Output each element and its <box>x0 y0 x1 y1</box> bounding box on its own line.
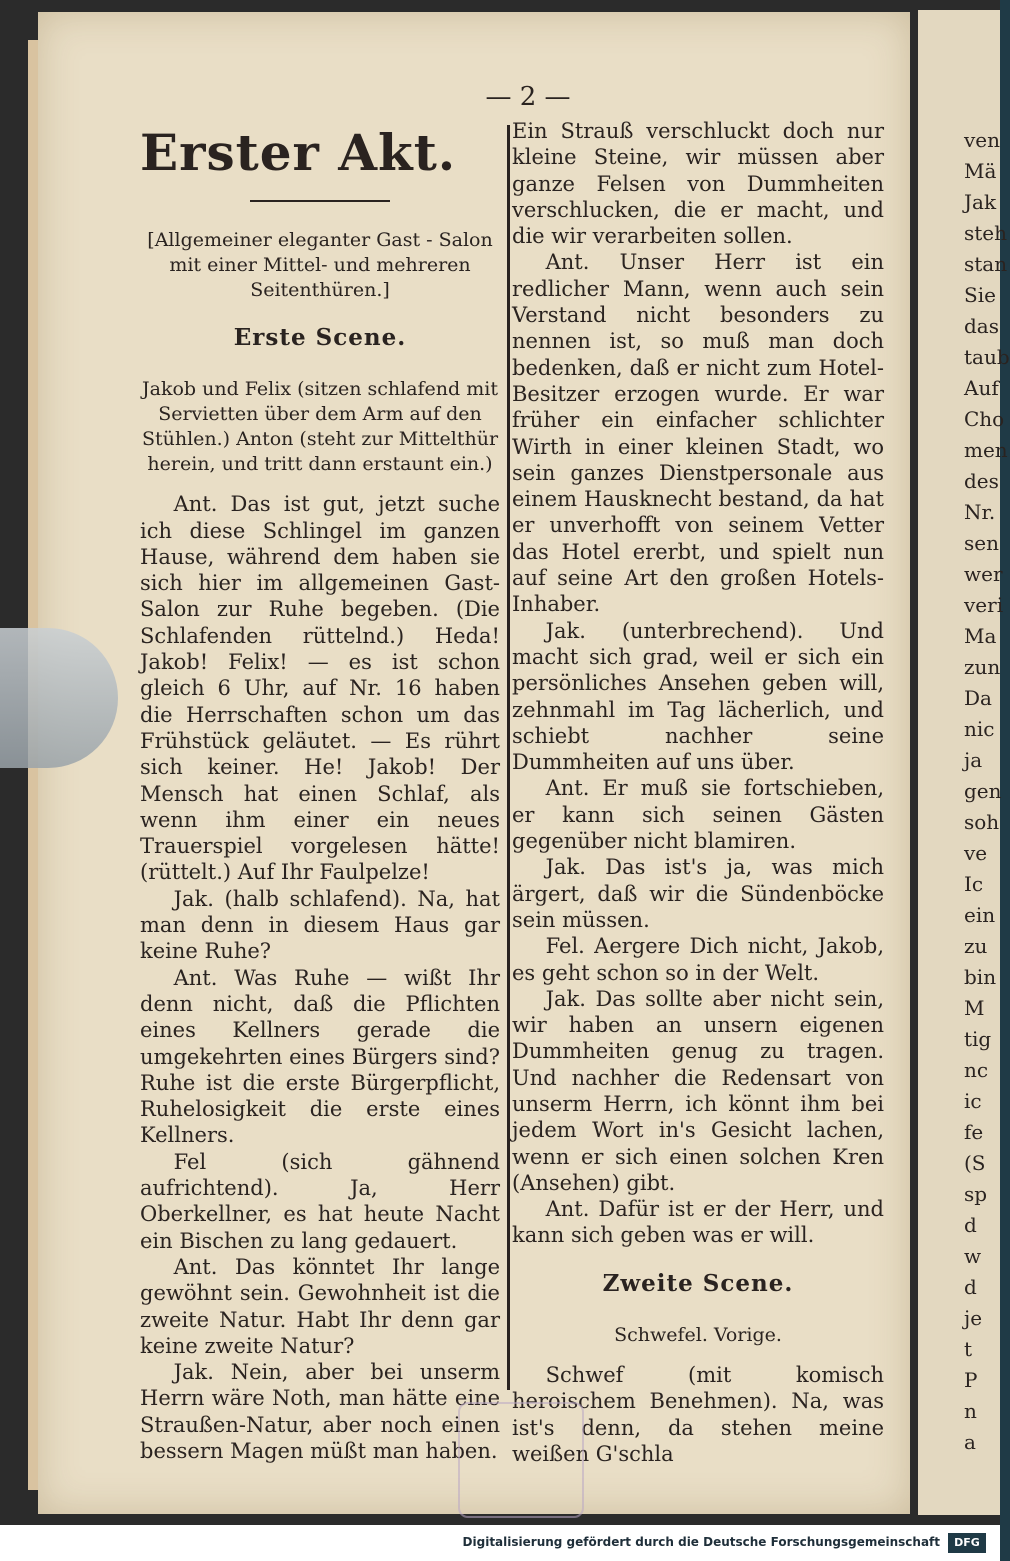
next-page-fragment: Auf <box>964 376 999 400</box>
dialogue-paragraph: Ant. Dafür ist er der Herr, und kann sich geben was er will. <box>512 1197 884 1248</box>
next-page-fragment: Da <box>964 686 992 710</box>
next-page-fragment: nic <box>964 717 995 741</box>
next-page-fragment: a <box>964 1430 976 1454</box>
next-page-fragment: fe <box>964 1120 984 1144</box>
dialogue-paragraph: Jak. (halb schlafend). Na, hat man denn in diesem Haus gar keine Ruhe? <box>140 886 500 964</box>
next-page-edge <box>918 10 1010 1515</box>
next-page-fragment: nc <box>964 1058 989 1082</box>
next-page-fragment: steh <box>964 221 1008 245</box>
dfg-logo: DFG <box>948 1533 986 1553</box>
next-page-fragment: bin <box>964 965 997 989</box>
next-page-fragment: d <box>964 1213 977 1237</box>
dialogue-paragraph: Ein Strauß verschluckt doch nur kleine Steine, wir müssen aber ganze Felsen von Dummheiten verschlucken, die er macht, und die wir verarbeiten sollen. <box>512 119 884 249</box>
next-page-fragment: Sie <box>964 283 996 307</box>
next-page-fragment: n <box>964 1399 977 1423</box>
dialogue-paragraph: Ant. Unser Herr ist ein redlicher Mann, wenn auch sein Verstand nicht besonders zu nennen ist, so muß man doch bedenken, daß er nicht zum Hotel-Besitzer erzogen wurde. Er war früher ein einfacher schlichter Wirth in einer kleinen Stadt, wo sein ganzes Dienstpersonale aus einem Hausknecht bestand, da hat er unverhofft von seinem Vetter das Hotel ererbt, und spielt nun auf seine Art den großen Hotels-Inhaber. <box>512 250 884 617</box>
next-page-fragment: Cho <box>964 407 1005 431</box>
next-page-fragment: zu <box>964 934 988 958</box>
next-page-fragment: des <box>964 469 999 493</box>
next-page-fragment: M <box>964 996 985 1020</box>
next-page-fragment: P <box>964 1368 978 1392</box>
next-page-fragment: t <box>964 1337 973 1361</box>
dialogue-paragraph: Jak. (unterbrechend). Und macht sich grad, weil er sich ein persönliches Ansehen geben will, zehnmahl im Tag lächerlich, und schiebt nachher seine Dummheiten auf uns über. <box>512 618 884 775</box>
scene-intro: Jakob und Felix (sitzen schlafend mit Servietten über dem Arm auf den Stühlen.) Anton (steht zur Mittelthür herein, und tritt dann erstaunt ein.) <box>141 378 499 476</box>
scene-title-2: Zweite Scene. <box>602 1269 794 1297</box>
dialogue-paragraph: Schwef (mit komisch heroischem Benehmen). Na, was ist's denn, da stehen meine weißen G'schla <box>512 1363 884 1466</box>
dialogue-paragraph: Fel (sich gähnend aufrichtend). Ja, Herr Oberkellner, es hat heute Nacht ein Bischen zu lang gedauert. <box>140 1149 500 1253</box>
column-divider <box>507 125 510 1390</box>
footer-bar <box>0 1525 1000 1561</box>
next-page-fragment: sp <box>964 1182 988 1206</box>
next-page-fragment: w <box>964 1244 982 1268</box>
dialogue-paragraph: Jak. Das sollte aber nicht sein, wir haben an unsern eigenen Dummheiten genug zu tragen. Und nachher die Redensart von unserm Herrn, ich könnt ihm bei jedem Wort in's Gesicht lachen, wenn er sich einen solchen Kren (Ansehen) gibt. <box>512 986 884 1195</box>
next-page-fragment: Jak <box>964 190 997 214</box>
next-page-fragment: das <box>964 314 999 338</box>
dialogue-paragraph: Jak. Nein, aber bei unserm Herrn wäre Noth, man hätte eine Straußen-Natur, aber noch einen bessern Magen müßt man haben. <box>140 1360 500 1463</box>
dialogue-paragraph: Fel. Aergere Dich nicht, Jakob, es geht schon so in der Welt. <box>512 934 884 985</box>
next-page-fragment: je <box>964 1306 983 1330</box>
next-page-fragment: taub <box>964 345 1010 369</box>
left-column <box>140 118 500 1464</box>
next-page-fragment: ja <box>964 748 983 772</box>
footer-text: Digitalisierung gefördert durch die Deutsche Forschungsgemeinschaft <box>462 1535 940 1549</box>
stage-direction: [Allgemeiner eleganter Gast - Salon mit einer Mittel- und mehreren Seitenthüren.] <box>147 229 493 301</box>
dialogue-paragraph: Jak. Das ist's ja, was mich ärgert, daß wir die Sündenböcke sein müssen. <box>512 855 884 932</box>
next-page-fragment: Ic <box>964 872 984 896</box>
next-page-fragment: Ma <box>964 624 997 648</box>
next-page-fragment: ven <box>964 128 1001 152</box>
next-page-fragment: ic <box>964 1089 982 1113</box>
dialogue-paragraph: Ant. Was Ruhe — wißt Ihr denn nicht, daß die Pflichten eines Kellners gerade die umgekehrten eines Bürgers sind? Ruhe ist die erste Bürgerpflicht, Ruhelosigkeit die erste eines Kellners. <box>140 965 500 1148</box>
next-page-fragment: tig <box>964 1027 992 1051</box>
scene-title: Erste Scene. <box>233 324 407 351</box>
scene-intro-2: Schwefel. Vorige. <box>614 1324 782 1347</box>
dialogue-paragraph: Ant. Das könntet Ihr lange gewöhnt sein. Gewohnheit ist die zweite Natur. Habt Ihr denn gar keine zweite Natur? <box>140 1254 500 1358</box>
next-page-fragment: Nr. <box>964 500 996 524</box>
page-number: — 2 — <box>485 82 571 112</box>
next-page-fragment: d <box>964 1275 977 1299</box>
next-page-fragment: ve <box>964 841 988 865</box>
next-page-fragment: gen <box>964 779 1002 803</box>
next-page-fragment: veri <box>964 593 1004 617</box>
next-page-fragment: men <box>964 438 1008 462</box>
next-page-fragment: Mä <box>964 159 997 183</box>
dialogue-paragraph: Ant. Er muß sie fortschieben, er kann sich seinen Gästen gegenüber nicht blamiren. <box>512 776 884 854</box>
next-page-fragment: zun <box>964 655 1001 679</box>
next-page-fragment: wer <box>964 562 1003 586</box>
dialogue-paragraph: Ant. Das ist gut, jetzt suche ich diese Schlingel im ganzen Hause, während dem haben sie sich hier im allgemeinen Gast-Salon zur Ruhe begeben. (Die Schlafenden rüttelnd.) Heda! Jakob! Felix! — es ist schon gleich 6 Uhr, auf Nr. 16 haben die Herrschaften schon um das Frühstück geläutet. — Es rührt sich keiner. He! Jakob! Der Mensch hat einen Schlaf, als wenn ihm einer ein neues Trauerspiel vorgelesen hätte! (rüttelt.) Auf Ihr Faulpelze! <box>140 492 500 885</box>
next-page-fragment: sen <box>964 531 999 555</box>
next-page-fragment: stan <box>964 252 1008 276</box>
next-page-fragment: (S <box>964 1151 986 1175</box>
next-page-fragment: soh <box>964 810 1000 834</box>
right-column <box>512 118 884 1467</box>
library-stamp <box>458 1402 584 1518</box>
act-title: Erster Akt. <box>140 123 457 182</box>
next-page-fragment: ein <box>964 903 996 927</box>
title-rule <box>250 200 390 202</box>
